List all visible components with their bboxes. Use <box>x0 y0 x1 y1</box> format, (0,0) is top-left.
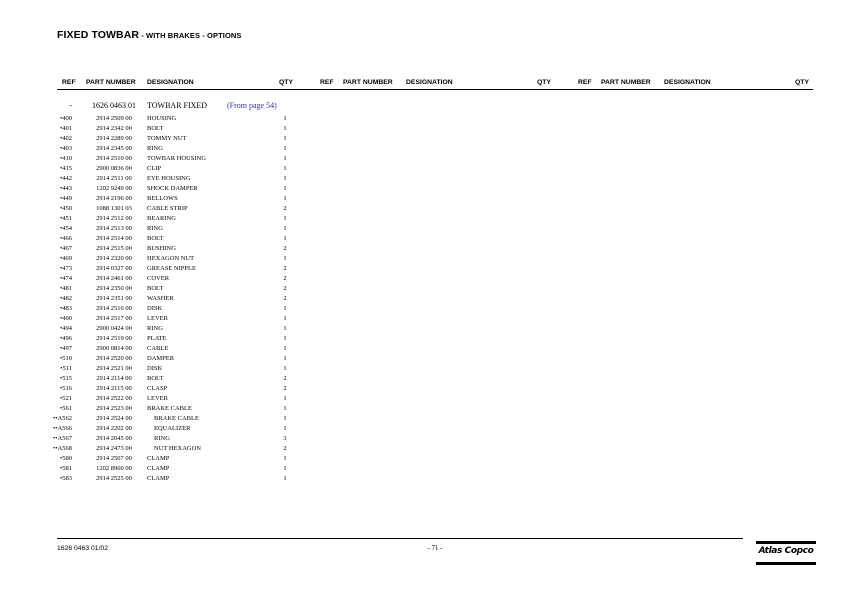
ref-cell: •482 <box>59 295 72 302</box>
qty-cell: 1 <box>283 405 287 412</box>
qty-cell: 1 <box>283 125 287 132</box>
qty-cell: 2 <box>283 295 287 302</box>
part-number-cell: 2914 2196 00 <box>96 195 132 202</box>
qty-cell: 2 <box>283 265 287 272</box>
qty-cell: 2 <box>283 375 287 382</box>
qty-cell: 2 <box>283 445 287 452</box>
designation-cell: COVER <box>147 275 170 282</box>
table-row <box>0 194 842 204</box>
footer-divider <box>57 538 743 539</box>
header-qty-3: QTY <box>795 79 809 86</box>
ref-cell: ••A562 <box>53 415 72 422</box>
table-row <box>0 164 842 174</box>
designation-cell: DAMPER <box>147 355 175 362</box>
qty-cell: 1 <box>283 325 287 332</box>
part-number-cell: 2900 0836 00 <box>96 165 132 172</box>
designation-cell: CABLE STRIP <box>147 205 188 212</box>
table-row <box>0 364 842 374</box>
ref-cell: •454 <box>59 225 72 232</box>
qty-cell: 1 <box>283 195 287 202</box>
qty-cell: 1 <box>283 175 287 182</box>
designation-cell: BOLT <box>147 125 164 132</box>
designation-cell: SHOCK DAMPER <box>147 185 198 192</box>
qty-cell: 1 <box>283 235 287 242</box>
ref-cell: •483 <box>59 305 72 312</box>
part-number-cell: 2900 0814 00 <box>96 345 132 352</box>
qty-cell: 2 <box>283 205 287 212</box>
designation-cell: BRAKE CABLE <box>147 405 192 412</box>
table-row-parent <box>0 100 842 114</box>
table-row <box>0 174 842 184</box>
part-number-cell: 2914 2511 00 <box>96 175 132 182</box>
ref-cell: •561 <box>59 405 72 412</box>
designation-cell: RING <box>147 145 163 152</box>
ref-cell: •466 <box>59 235 72 242</box>
designation-cell: TOWBAR FIXED <box>147 101 208 110</box>
table-row <box>0 314 842 324</box>
ref-cell: •494 <box>59 325 72 332</box>
qty-cell: 1 <box>283 185 287 192</box>
table-row <box>0 414 842 424</box>
designation-cell: EYE HOUSING <box>147 175 191 182</box>
qty-cell: 1 <box>283 215 287 222</box>
ref-cell: •581 <box>59 465 72 472</box>
table-row <box>0 474 842 484</box>
ref-cell: •469 <box>59 255 72 262</box>
part-number-cell: 2914 2516 00 <box>96 305 132 312</box>
qty-cell: 1 <box>283 415 287 422</box>
designation-cell: PLATE <box>147 335 167 342</box>
ref-cell: •402 <box>59 135 72 142</box>
qty-cell: 2 <box>283 245 287 252</box>
header-qty-1: QTY <box>279 79 293 86</box>
designation-cell: BUSHING <box>147 245 176 252</box>
part-number-cell: 2914 2509 00 <box>96 115 132 122</box>
ref-cell: •473 <box>59 265 72 272</box>
title-subtitle: - WITH BRAKES - OPTIONS <box>139 31 242 40</box>
ref-cell: •415 <box>59 165 72 172</box>
header-ref-2: REF <box>320 79 334 86</box>
designation-cell: NUT HEXAGON <box>154 445 202 452</box>
table-row <box>0 224 842 234</box>
ref-cell: ••A567 <box>53 435 72 442</box>
table-row <box>0 254 842 264</box>
designation-cell: DISK <box>147 365 163 372</box>
ref-cell: ••A566 <box>53 425 72 432</box>
part-number-cell: 2914 2525 00 <box>96 475 132 482</box>
ref-cell: •442 <box>59 175 72 182</box>
ref-cell: •474 <box>59 275 72 282</box>
qty-cell: 2 <box>283 275 287 282</box>
title-main: FIXED TOWBAR <box>57 29 140 41</box>
page-number: - 71 - <box>427 545 443 552</box>
part-number-cell: 2914 2351 00 <box>96 295 132 302</box>
part-number-cell: 2914 2519 00 <box>96 335 132 342</box>
designation-cell: HEXAGON NUT <box>147 255 195 262</box>
part-number-cell: 1088 1301 03 <box>96 205 132 212</box>
table-row <box>0 144 842 154</box>
part-number-cell: 2914 2521 00 <box>96 365 132 372</box>
designation-cell: BEARING <box>147 215 176 222</box>
qty-cell: 2 <box>283 385 287 392</box>
designation-cell: BOLT <box>147 375 164 382</box>
qty-cell: 1 <box>283 135 287 142</box>
header-designation-1: DESIGNATION <box>147 79 194 86</box>
qty-cell: 1 <box>283 155 287 162</box>
ref-cell: •401 <box>59 125 72 132</box>
part-number-cell: 2914 2513 00 <box>96 225 132 232</box>
table-row <box>0 274 842 284</box>
from-page-note: (From page 54) <box>227 101 277 110</box>
designation-cell: TOWBAR HOUSING <box>147 155 206 162</box>
header-designation-2: DESIGNATION <box>406 79 453 86</box>
table-row <box>0 184 842 194</box>
designation-cell: BELLOWS <box>147 195 178 202</box>
qty-cell: 1 <box>283 395 287 402</box>
part-number-cell: 2914 2510 00 <box>96 155 132 162</box>
part-number-cell: 1202 8960 00 <box>96 465 132 472</box>
header-qty-2: QTY <box>537 79 551 86</box>
document-number: 1626 0463 01/02 <box>57 545 109 552</box>
table-row <box>0 424 842 434</box>
ref-cell: •481 <box>59 285 72 292</box>
part-number-cell: 2914 2515 00 <box>96 245 132 252</box>
table-row <box>0 384 842 394</box>
qty-cell: 3 <box>283 435 287 442</box>
designation-cell: RING <box>147 225 163 232</box>
part-number-cell: 2914 2045 00 <box>96 435 132 442</box>
part-number-cell: 2914 2523 00 <box>96 405 132 412</box>
designation-cell: LEVER <box>147 395 168 402</box>
table-row <box>0 124 842 134</box>
part-number-cell: 1626 0463 01 <box>92 101 136 110</box>
header-part-number-3: PART NUMBER <box>601 79 651 86</box>
designation-cell: EQUALIZER <box>154 425 191 432</box>
table-row <box>0 204 842 214</box>
ref-cell: •497 <box>59 345 72 352</box>
qty-cell: 1 <box>283 335 287 342</box>
table-row <box>0 294 842 304</box>
ref-cell: •511 <box>60 365 72 372</box>
table-row <box>0 264 842 274</box>
part-number-cell: 2914 2320 00 <box>96 255 132 262</box>
part-number-cell: 2914 2512 00 <box>96 215 132 222</box>
ref-cell: •515 <box>59 375 72 382</box>
qty-cell: 1 <box>283 465 287 472</box>
part-number-cell: 2914 2514 00 <box>96 235 132 242</box>
qty-cell: 1 <box>283 115 287 122</box>
header-ref-1: REF <box>62 79 76 86</box>
atlas-copco-logo <box>756 541 816 567</box>
ref-cell: •490 <box>59 315 72 322</box>
table-row <box>0 454 842 464</box>
part-number-cell: 2914 2202 00 <box>96 425 132 432</box>
table-row <box>0 134 842 144</box>
ref-cell: •449 <box>59 195 72 202</box>
table-row <box>0 344 842 354</box>
ref-cell: •410 <box>59 155 72 162</box>
part-number-cell: 2914 2473 00 <box>96 445 132 452</box>
qty-cell: 1 <box>283 305 287 312</box>
ref-cell: •403 <box>59 145 72 152</box>
header-ref-3: REF <box>578 79 592 86</box>
table-row <box>0 154 842 164</box>
table-row <box>0 304 842 314</box>
part-number-cell: 2914 2522 00 <box>96 395 132 402</box>
table-row <box>0 214 842 224</box>
ref-cell: ••A568 <box>53 445 72 452</box>
part-number-cell: 2914 2345 00 <box>96 145 132 152</box>
designation-cell: LEVER <box>147 315 168 322</box>
table-row <box>0 444 842 454</box>
qty-cell: 2 <box>283 285 287 292</box>
header-part-number-1: PART NUMBER <box>86 79 136 86</box>
designation-cell: BOLT <box>147 235 164 242</box>
qty-cell: 1 <box>283 165 287 172</box>
logo-text: Atlas Copco <box>758 546 814 556</box>
qty-cell: 1 <box>283 355 287 362</box>
designation-cell: TOMMY NUT <box>147 135 187 142</box>
ref-cell: •510 <box>59 355 72 362</box>
part-number-cell: 2914 2461 00 <box>96 275 132 282</box>
qty-cell: 1 <box>283 145 287 152</box>
ref-cell: •521 <box>59 395 72 402</box>
ref-cell: - <box>69 101 72 110</box>
qty-cell: 1 <box>283 365 287 372</box>
ref-cell: •516 <box>59 385 72 392</box>
page-title <box>57 29 242 41</box>
part-number-cell: 1202 9249 00 <box>96 185 132 192</box>
designation-cell: RING <box>147 325 163 332</box>
ref-cell: •451 <box>59 215 72 222</box>
ref-cell: •443 <box>59 185 72 192</box>
header-designation-3: DESIGNATION <box>664 79 711 86</box>
designation-cell: BRAKE CABLE <box>154 415 199 422</box>
part-number-cell: 2914 2520 00 <box>96 355 132 362</box>
designation-cell: CABLE <box>147 345 169 352</box>
part-number-cell: 2914 2350 00 <box>96 285 132 292</box>
part-number-cell: 2914 2342 00 <box>96 125 132 132</box>
qty-cell: 1 <box>283 225 287 232</box>
designation-cell: CLAMP <box>147 455 170 462</box>
qty-cell: 1 <box>283 255 287 262</box>
ref-cell: •450 <box>59 205 72 212</box>
table-row <box>0 284 842 294</box>
designation-cell: GREASE NIPPLE <box>147 265 196 272</box>
designation-cell: CLASP <box>147 385 168 392</box>
part-number-cell: 2914 2114 00 <box>96 375 132 382</box>
qty-cell: 1 <box>283 345 287 352</box>
table-row <box>0 404 842 414</box>
designation-cell: WASHER <box>147 295 174 302</box>
table-row <box>0 394 842 404</box>
qty-cell: 1 <box>283 455 287 462</box>
designation-cell: DISK <box>147 305 163 312</box>
part-number-cell: 2914 2507 00 <box>96 455 132 462</box>
table-row <box>0 334 842 344</box>
table-row <box>0 464 842 474</box>
table-row <box>0 234 842 244</box>
qty-cell: 1 <box>283 425 287 432</box>
ref-cell: •400 <box>59 115 72 122</box>
qty-cell: 1 <box>283 475 287 482</box>
table-row <box>0 114 842 124</box>
designation-cell: HOUSING <box>147 115 177 122</box>
parts-table <box>0 100 842 484</box>
header-part-number-2: PART NUMBER <box>343 79 393 86</box>
table-row <box>0 434 842 444</box>
part-number-cell: 2914 2524 00 <box>96 415 132 422</box>
table-row <box>0 374 842 384</box>
part-number-cell: 2914 0327 00 <box>96 265 132 272</box>
designation-cell: CLAMP <box>147 475 170 482</box>
designation-cell: CLAMP <box>147 465 170 472</box>
designation-cell: CLIP <box>147 165 162 172</box>
part-number-cell: 2900 0424 00 <box>96 325 132 332</box>
table-row <box>0 354 842 364</box>
header-divider <box>57 89 813 90</box>
ref-cell: •467 <box>59 245 72 252</box>
table-row <box>0 244 842 254</box>
qty-cell: 1 <box>283 315 287 322</box>
part-number-cell: 2914 2289 00 <box>96 135 132 142</box>
ref-cell: •580 <box>59 455 72 462</box>
table-row <box>0 324 842 334</box>
ref-cell: •496 <box>59 335 72 342</box>
part-number-cell: 2914 2517 00 <box>96 315 132 322</box>
ref-cell: •583 <box>59 475 72 482</box>
designation-cell: RING <box>154 435 170 442</box>
part-number-cell: 2914 2115 00 <box>96 385 132 392</box>
designation-cell: BOLT <box>147 285 164 292</box>
